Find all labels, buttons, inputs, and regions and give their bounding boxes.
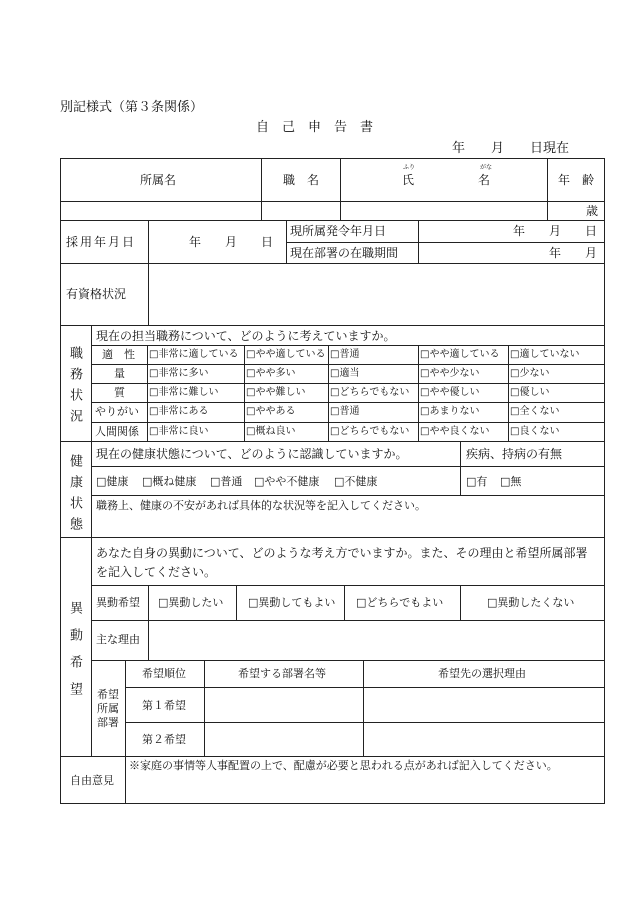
rank-header: 希望順位 — [142, 667, 186, 680]
rule — [340, 158, 341, 220]
duty-option: □普通 — [330, 406, 360, 417]
rule — [148, 585, 149, 620]
name-ruby-furi: ふり — [403, 164, 416, 171]
rule — [125, 687, 605, 688]
duty-option: □あまりない — [420, 406, 480, 417]
duty-option: □やや少ない — [420, 368, 480, 379]
health-option: □やや不健康 — [254, 475, 320, 488]
rule — [91, 660, 605, 661]
rule — [244, 345, 245, 441]
qualifications-label: 有資格状況 — [66, 287, 127, 301]
rule — [508, 345, 509, 441]
reason-header: 希望先の選択理由 — [438, 667, 526, 680]
rule — [460, 585, 461, 620]
rule — [60, 325, 605, 326]
transfer-wish-option: □異動してもよい — [248, 596, 336, 609]
duty-option: □非常に適している — [149, 349, 239, 360]
rule — [286, 220, 287, 263]
health-option: □不健康 — [334, 475, 378, 488]
transfer-wish-option: □異動したくない — [487, 596, 575, 609]
rule — [204, 660, 205, 757]
rule — [60, 537, 605, 538]
duty-row-label: 質 — [114, 386, 125, 399]
second-choice-label: 第２希望 — [142, 733, 186, 746]
rule — [91, 620, 605, 621]
rule — [60, 201, 605, 202]
health-option: □概ね健康 — [142, 475, 197, 488]
transfer-question-line2: を記入してください。 — [96, 565, 217, 579]
name-label-second: 名 — [478, 173, 491, 187]
duty-option: □やや良くない — [420, 426, 490, 437]
rule — [91, 345, 605, 346]
table-border — [60, 158, 61, 804]
duty-option: □全くない — [510, 406, 560, 417]
transfer-reason-label: 主な理由 — [96, 633, 140, 646]
name-ruby-gana: がな — [480, 164, 493, 171]
dept-label: 希望所属部署 — [97, 688, 119, 729]
duty-row-label: 量 — [114, 367, 125, 380]
position-label: 職 名 — [283, 173, 320, 187]
illness-option: □無 — [500, 475, 522, 488]
duty-option: □非常に多い — [149, 368, 209, 379]
tenure-value: 年 月 — [549, 246, 598, 260]
rule — [418, 345, 419, 441]
duty-option: □非常に良い — [149, 426, 209, 437]
rule — [148, 220, 149, 263]
duty-row-label: 適 性 — [102, 348, 135, 361]
duty-option: □やや適している — [246, 349, 326, 360]
rule — [91, 466, 605, 467]
rule — [91, 383, 605, 384]
transfer-wish-label: 異動希望 — [96, 596, 140, 609]
hire-date-value: 年 月 日 — [189, 235, 274, 249]
rule — [91, 364, 605, 365]
duty-option: □少ない — [510, 368, 550, 379]
duty-section-label: 職務状況 — [67, 346, 82, 430]
rule — [547, 158, 548, 220]
transfer-wish-option: □どちらでもよい — [356, 596, 444, 609]
illness-label: 疾病、持病の有無 — [466, 447, 563, 461]
duty-option: □概ね良い — [246, 426, 296, 437]
health-section-label: 健康状態 — [67, 454, 82, 538]
current-post-date-value: 年 月 日 — [513, 224, 598, 238]
rule — [91, 495, 605, 496]
rule — [91, 422, 605, 423]
rule — [60, 441, 605, 442]
table-border — [60, 803, 605, 804]
transfer-question-line1: あなた自身の異動について、どのような考え方でいますか。また、その理由と希望所属部署 — [96, 546, 588, 560]
table-border — [604, 158, 605, 804]
date-line: 年 月 日現在 — [452, 141, 570, 156]
illness-option: □有 — [466, 475, 488, 488]
rule — [91, 585, 605, 586]
rule — [148, 263, 149, 325]
free-opinion-note: ※家庭の事情等人事配置の上で、配慮が必要と思われる点があれば記入してください。 — [129, 759, 558, 772]
rule — [148, 620, 149, 660]
rule — [418, 220, 419, 263]
duty-option: □非常に難しい — [149, 387, 219, 398]
transfer-section-label: 異動希望 — [67, 601, 82, 709]
duty-option: □やや難しい — [246, 387, 306, 398]
rule — [286, 242, 605, 243]
tenure-label: 現在部署の在職期間 — [290, 246, 399, 260]
age-unit: 歳 — [586, 204, 599, 218]
health-option: □健康 — [96, 475, 129, 488]
health-option: □普通 — [210, 475, 243, 488]
rule — [91, 325, 92, 757]
free-opinion-label: 自由意見 — [70, 774, 114, 787]
age-label: 年 齢 — [558, 173, 595, 187]
health-question: 現在の健康状態について、どのように認識していますか。 — [96, 447, 408, 461]
duty-option: □どちらでもない — [330, 426, 410, 437]
duty-option: □やや多い — [246, 368, 296, 379]
first-choice-label: 第１希望 — [142, 699, 186, 712]
duty-option: □適していない — [510, 349, 580, 360]
duty-question: 現在の担当職務について、どのように考えていますか。 — [96, 329, 396, 343]
duty-option: □普通 — [330, 349, 360, 360]
rule — [125, 722, 605, 723]
rule — [363, 660, 364, 757]
rule — [344, 585, 345, 620]
rule — [125, 756, 126, 804]
transfer-wish-option: □異動したい — [158, 596, 224, 609]
rule — [328, 345, 329, 441]
hire-date-label: 採用年月日 — [66, 235, 137, 249]
rule — [236, 585, 237, 620]
rule — [125, 660, 126, 757]
duty-option: □ややある — [246, 406, 296, 417]
current-post-date-label: 現所属発令年月日 — [290, 224, 387, 238]
duty-row-label: やりがい — [95, 405, 139, 418]
duty-row-label: 人間関係 — [95, 425, 139, 438]
duty-option: □やや適している — [420, 349, 500, 360]
rule — [91, 402, 605, 403]
health-note: 職務上、健康の不安があれば具体的な状況等を記入してください。 — [96, 499, 426, 512]
rule — [147, 345, 148, 441]
duty-option: □良くない — [510, 426, 560, 437]
duty-option: □どちらでもない — [330, 387, 410, 398]
rule — [460, 441, 461, 495]
rule — [60, 220, 605, 221]
rule — [60, 263, 605, 264]
duty-option: □適当 — [330, 368, 360, 379]
name-label-first: 氏 — [402, 173, 415, 187]
duty-option: □優しい — [510, 387, 550, 398]
duty-option: □非常にある — [149, 406, 209, 417]
rule — [60, 756, 605, 757]
duty-option: □やや優しい — [420, 387, 480, 398]
affiliation-label: 所属名 — [140, 173, 177, 187]
table-border — [60, 158, 605, 159]
page-title: 自 己 申 告 書 — [256, 120, 374, 135]
form-label: 別記様式（第３条関係） — [60, 100, 204, 115]
dept-header: 希望する部署名等 — [238, 667, 326, 680]
rule — [261, 158, 262, 220]
